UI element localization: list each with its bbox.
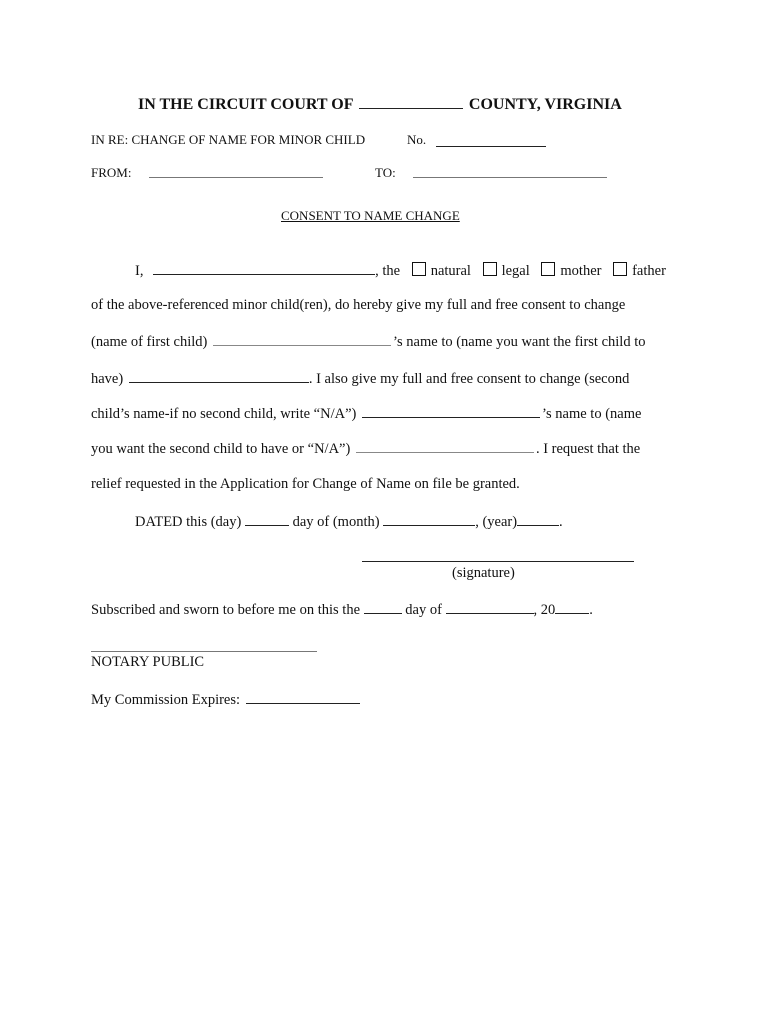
court-title [138,95,622,114]
request-text: . I request that the [535,441,641,457]
second-child-new-name-blank[interactable] [356,440,534,453]
first-child-name-to: ’s name to (name you want the first child to [393,334,646,350]
county-blank[interactable] [359,95,463,109]
dated-month-label: day of (month) [292,514,380,530]
commission-expires-blank[interactable] [246,690,360,704]
consent-line-7: relief requested in the Application for Change of Name on file be granted. [91,476,520,492]
document-title: CONSENT TO NAME CHANGE [281,208,460,223]
notary-period: . [589,602,593,618]
to-label: TO: [375,165,396,180]
consent-line-4 [91,369,629,388]
second-consent-text: . I also give my full and free consent to change (second [308,371,630,387]
subscribed-label: Subscribed and sworn to before me on this the [91,602,361,618]
court-title-prefix: IN THE CIRCUIT COURT OF [138,96,353,113]
dated-day-blank[interactable] [245,512,289,526]
consent-line-3 [91,333,645,351]
dated-year-blank[interactable] [517,512,559,526]
subscribed-line [91,600,593,619]
dated-line [135,512,563,531]
mother-label: mother [560,263,602,279]
first-child-name-blank[interactable] [213,333,391,346]
case-number-label: No. [407,132,427,147]
court-title-suffix: COUNTY, VIRGINIA [468,96,622,113]
second-child-name-to: ’s name to (name [541,406,642,422]
notary-public-label: NOTARY PUBLIC [91,654,205,670]
dated-month-blank[interactable] [383,512,475,526]
second-child-new-label: you want the second child to have or “N/A”) [91,441,351,457]
commission-line [91,690,360,709]
notary-month-blank[interactable] [446,600,534,614]
from-label: FROM: [91,165,132,180]
consent-line-5 [91,404,641,423]
from-name-blank[interactable] [149,177,323,178]
dated-year-label: , (year) [475,514,518,530]
notary-year-blank[interactable] [555,600,589,614]
notary-signature-line[interactable] [91,651,317,652]
have-label: have) [91,371,124,387]
signature-line[interactable] [362,561,634,562]
legal-label: legal [501,263,530,279]
notary-year-prefix: , 20 [533,602,556,618]
dated-period: . [559,514,563,530]
i-label: I, [135,263,144,279]
dated-day-label: DATED this (day) [135,514,242,530]
consent-line-1 [135,261,666,280]
natural-checkbox[interactable] [412,262,426,276]
father-checkbox[interactable] [613,262,627,276]
case-number-blank[interactable] [436,146,546,147]
notary-day-of-label: day of [405,602,442,618]
in-re-label: IN RE: CHANGE OF NAME FOR MINOR CHILD [91,132,366,147]
to-name-blank[interactable] [413,177,607,178]
second-child-label: child’s name-if no second child, write “N/A”) [91,406,357,422]
father-label: father [632,263,666,279]
commission-label: My Commission Expires: [91,692,241,708]
consent-line-2: of the above-referenced minor child(ren), do hereby give my full and free consent to change [91,297,626,313]
second-child-name-blank[interactable] [362,404,540,418]
consent-line-6 [91,440,640,458]
legal-checkbox[interactable] [483,262,497,276]
first-child-label: (name of first child) [91,334,208,350]
natural-label: natural [430,263,471,279]
first-child-new-name-blank[interactable] [129,369,309,383]
mother-checkbox[interactable] [541,262,555,276]
notary-day-blank[interactable] [364,600,402,614]
signature-label: (signature) [452,565,515,581]
parent-name-blank[interactable] [153,261,375,275]
the-label: , the [375,263,401,279]
